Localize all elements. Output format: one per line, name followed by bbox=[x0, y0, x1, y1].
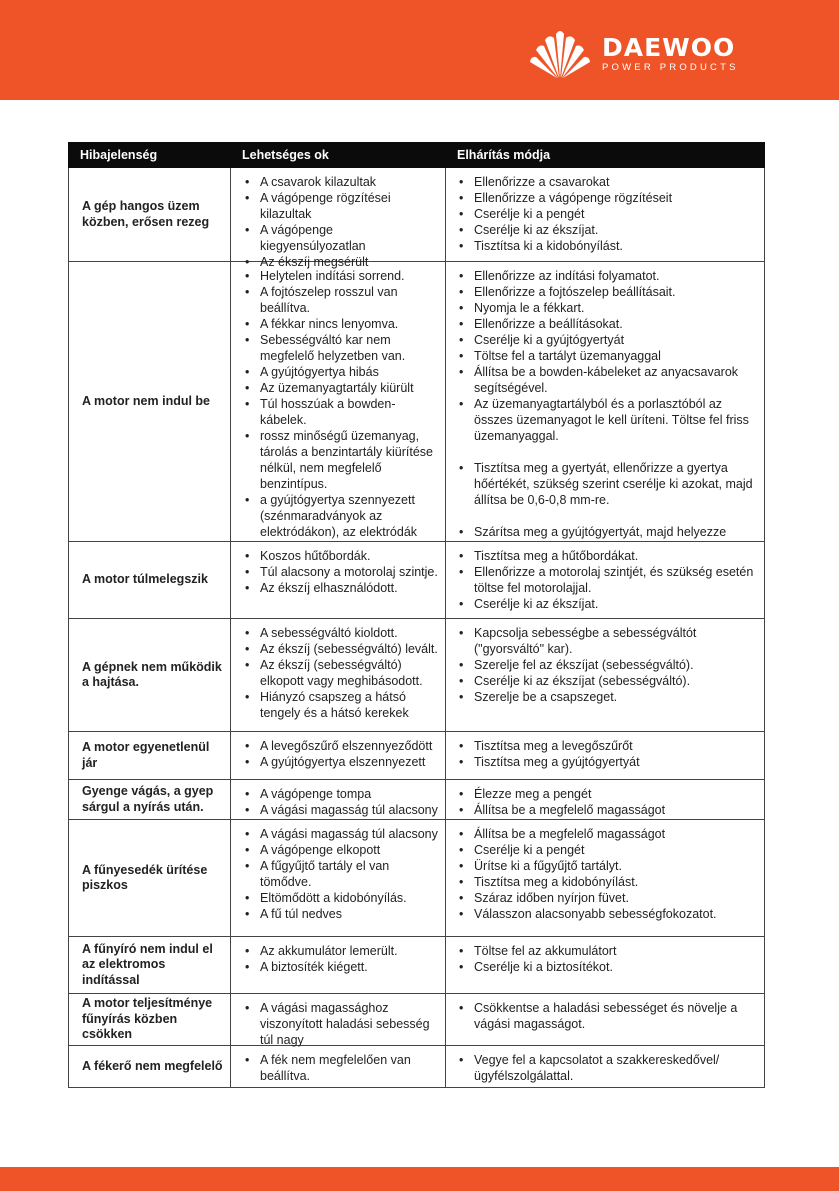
table-row bbox=[69, 619, 765, 732]
fix-list-wrapper bbox=[446, 619, 764, 730]
fix-list-wrapper bbox=[446, 1046, 764, 1086]
fix-item: • Cserélje ki a biztosítékot. bbox=[446, 959, 764, 975]
cause-cell bbox=[231, 1046, 446, 1088]
cause-list-wrapper bbox=[231, 542, 445, 617]
fix-item: • Tisztítsa meg a hűtőbordákat. bbox=[446, 548, 764, 564]
table-row bbox=[69, 994, 765, 1046]
symptom-cell: A gép hangos üzem közben, erősen rezeg bbox=[69, 168, 231, 262]
cause-item: • Koszos hűtőbordák. bbox=[231, 548, 445, 564]
fix-list bbox=[446, 262, 764, 540]
fix-item: • Szerelje be a csapszeget. bbox=[446, 689, 764, 705]
footer-band bbox=[0, 1167, 839, 1191]
cause-list bbox=[231, 168, 445, 270]
header-cause: Lehetséges ok bbox=[231, 143, 446, 168]
cause-list-wrapper bbox=[231, 994, 445, 1047]
cause-item: • Az akkumulátor lemerült. bbox=[231, 943, 445, 959]
fix-item: • Kapcsolja sebességbe a sebességváltót ("gyorsváltó" kar). bbox=[446, 625, 764, 657]
cause-item: • Hiányzó csapszeg a hátsó tengely és a hátsó kerekek bbox=[231, 689, 445, 721]
fix-list bbox=[446, 820, 764, 922]
fix-cell bbox=[446, 937, 765, 994]
fix-list bbox=[446, 994, 764, 1032]
cause-item: • A vágópenge kiegyensúlyozatlan bbox=[231, 222, 445, 254]
table-header-row bbox=[69, 143, 765, 168]
cause-list bbox=[231, 732, 445, 770]
fix-item: • Cserélje ki a gyújtógyertyát bbox=[446, 332, 764, 348]
cause-list bbox=[231, 994, 445, 1048]
fix-list bbox=[446, 168, 764, 254]
fix-item: • Ellenőrizze az indítási folyamatot. bbox=[446, 268, 764, 284]
fix-cell bbox=[446, 168, 765, 262]
cause-item: • Az ékszíj megsérült bbox=[231, 254, 445, 270]
fix-item: • Cserélje ki az ékszíjat. bbox=[446, 222, 764, 238]
fix-item: • Állítsa be a megfelelő magasságot bbox=[446, 802, 764, 818]
symptom-cell: A motor túlmelegszik bbox=[69, 542, 231, 619]
table-body bbox=[69, 168, 765, 1088]
symptom-cell: A motor teljesítménye fűnyírás közben csökken bbox=[69, 994, 231, 1046]
fix-item: • Cserélje ki a pengét bbox=[446, 206, 764, 222]
cause-list-wrapper bbox=[231, 937, 445, 992]
cause-item: • A fűgyűjtő tartály el van tömődve. bbox=[231, 858, 445, 890]
cause-item: • A biztosíték kiégett. bbox=[231, 959, 445, 975]
fix-list bbox=[446, 619, 764, 705]
fix-list bbox=[446, 1046, 764, 1084]
fix-list-wrapper bbox=[446, 542, 764, 617]
cause-item: • Túl alacsony a motorolaj szintje. bbox=[231, 564, 445, 580]
table-row bbox=[69, 937, 765, 994]
fix-list bbox=[446, 780, 764, 818]
fix-list-wrapper bbox=[446, 168, 764, 260]
fix-item: • Ellenőrizze a csavarokat bbox=[446, 174, 764, 190]
fix-item: • Tisztítsa meg a levegőszűrőt bbox=[446, 738, 764, 754]
fix-item: • Az üzemanyagtartályból és a porlasztóból az összes üzemanyagot le kell üríteni. Töltse fel friss üzemanyaggal. bbox=[446, 396, 764, 444]
fix-item: • Töltse fel az akkumulátort bbox=[446, 943, 764, 959]
table-row bbox=[69, 262, 765, 542]
cause-item: • Az ékszíj (sebességváltó) levált. bbox=[231, 641, 445, 657]
cause-cell bbox=[231, 262, 446, 542]
cause-item: • A csavarok kilazultak bbox=[231, 174, 445, 190]
cause-list bbox=[231, 542, 445, 596]
fix-item: • Szárítsa meg a gyújtógyertyát, majd helyezze bbox=[446, 524, 764, 540]
fix-list bbox=[446, 732, 764, 770]
fix-item: • Válasszon alacsonyabb sebességfokozatot. bbox=[446, 906, 764, 922]
cause-cell bbox=[231, 780, 446, 820]
cause-item: • rossz minőségű üzemanyag, tárolás a benzintartály kiürítése nélkül, nem megfelelő benzintípus. bbox=[231, 428, 445, 492]
fix-item: • Tisztítsa meg a kidobónyílást. bbox=[446, 874, 764, 890]
cause-item: • Az ékszíj elhasználódott. bbox=[231, 580, 445, 596]
cause-cell bbox=[231, 168, 446, 269]
cause-list-wrapper bbox=[231, 820, 445, 935]
symptom-cell: A fűnyíró nem indul el az elektromos indítással bbox=[69, 937, 231, 994]
table-row bbox=[69, 732, 765, 780]
cause-item: • Helytelen indítási sorrend. bbox=[231, 268, 445, 284]
fix-item: • Cserélje ki a pengét bbox=[446, 842, 764, 858]
cause-item: • A fű túl nedves bbox=[231, 906, 445, 922]
cause-item: • A levegőszűrő elszennyeződött bbox=[231, 738, 445, 754]
fix-item: • Ellenőrizze a beállításokat. bbox=[446, 316, 764, 332]
fix-item: • Cserélje ki az ékszíjat (sebességváltó). bbox=[446, 673, 764, 689]
fix-list-wrapper bbox=[446, 820, 764, 935]
header-fix: Elhárítás módja bbox=[446, 143, 765, 168]
cause-item: • a gyújtógyertya szennyezett (szénmaradványok az elektródákon), az elektródák bbox=[231, 492, 445, 540]
fix-list-wrapper bbox=[446, 732, 764, 778]
cause-list-wrapper bbox=[231, 168, 445, 269]
fix-list bbox=[446, 937, 764, 975]
cause-item: • Az ékszíj (sebességváltó) elkopott vagy meghibásodott. bbox=[231, 657, 445, 689]
fix-item: • Ellenőrizze a motorolaj szintjét, és szükség esetén töltse fel motorolajjal. bbox=[446, 564, 764, 596]
fix-item: • Ürítse ki a fűgyűjtő tartályt. bbox=[446, 858, 764, 874]
cause-list-wrapper bbox=[231, 780, 445, 818]
cause-cell bbox=[231, 619, 446, 732]
fix-item: • Állítsa be a megfelelő magasságot bbox=[446, 826, 764, 842]
cause-list bbox=[231, 937, 445, 975]
cause-list-wrapper bbox=[231, 619, 445, 730]
cause-item: • A vágási magasság túl alacsony bbox=[231, 802, 445, 818]
cause-list-wrapper bbox=[231, 1046, 445, 1086]
symptom-cell: A gépnek nem működik a hajtása. bbox=[69, 619, 231, 732]
fix-cell bbox=[446, 732, 765, 780]
fix-cell bbox=[446, 619, 765, 732]
cause-item: • A vágópenge elkopott bbox=[231, 842, 445, 858]
cause-item: • A gyújtógyertya hibás bbox=[231, 364, 445, 380]
cause-item: • A vágási magassághoz viszonyított haladási sebesség túl nagy bbox=[231, 1000, 445, 1048]
fix-item: • Töltse fel a tartályt üzemanyaggal bbox=[446, 348, 764, 364]
fix-item: • Ellenőrizze a vágópenge rögzítéseit bbox=[446, 190, 764, 206]
fix-list-wrapper bbox=[446, 937, 764, 992]
cause-cell bbox=[231, 542, 446, 619]
header-symptom: Hibajelenség bbox=[69, 143, 231, 168]
fix-item: • Szerelje fel az ékszíjat (sebességváltó). bbox=[446, 657, 764, 673]
cause-item: • A gyújtógyertya elszennyezett bbox=[231, 754, 445, 770]
brand-tagline: POWER PRODUCTS bbox=[602, 61, 739, 73]
fix-item: • Vegye fel a kapcsolatot a szakkereskedővel/ügyfélszolgálattal. bbox=[446, 1052, 764, 1084]
cause-item: • A vágópenge rögzítései kilazultak bbox=[231, 190, 445, 222]
symptom-cell: Gyenge vágás, a gyep sárgul a nyírás után. bbox=[69, 780, 231, 820]
fix-item: • Nyomja le a fékkart. bbox=[446, 300, 764, 316]
cause-item: • Az üzemanyagtartály kiürült bbox=[231, 380, 445, 396]
cause-item: • Eltömődött a kidobónyílás. bbox=[231, 890, 445, 906]
fix-item: • Cserélje ki az ékszíjat. bbox=[446, 596, 764, 612]
fix-cell bbox=[446, 262, 765, 542]
cause-item: • A fékkar nincs lenyomva. bbox=[231, 316, 445, 332]
cause-list bbox=[231, 780, 445, 818]
symptom-cell: A motor egyenetlenül jár bbox=[69, 732, 231, 780]
fix-cell bbox=[446, 780, 765, 820]
fix-list-wrapper bbox=[446, 994, 764, 1044]
table-row bbox=[69, 1046, 765, 1088]
cause-item: • A sebességváltó kioldott. bbox=[231, 625, 445, 641]
cause-item: • A vágási magasság túl alacsony bbox=[231, 826, 445, 842]
fix-item: • Tisztítsa meg a gyújtógyertyát bbox=[446, 754, 764, 770]
fix-item: • Tisztítsa ki a kidobónyílást. bbox=[446, 238, 764, 254]
symptom-cell: A fűnyesedék ürítése piszkos bbox=[69, 820, 231, 937]
cause-list-wrapper bbox=[231, 732, 445, 778]
fix-item: • Tisztítsa meg a gyertyát, ellenőrizze a gyertya hőértékét, szükség szerint cserélje ki azokat, majd állítsa be 0,6-0,8 mm-re. bbox=[446, 460, 764, 508]
cause-item: • A vágópenge tompa bbox=[231, 786, 445, 802]
fix-cell bbox=[446, 994, 765, 1046]
table-row bbox=[69, 542, 765, 619]
fix-list bbox=[446, 542, 764, 612]
cause-cell bbox=[231, 732, 446, 780]
cause-list-wrapper bbox=[231, 262, 445, 540]
cause-item: • A fojtószelep rosszul van beállítva. bbox=[231, 284, 445, 316]
table-row bbox=[69, 820, 765, 937]
table-row bbox=[69, 168, 765, 262]
cause-cell bbox=[231, 937, 446, 994]
cause-list bbox=[231, 1046, 445, 1084]
brand-name: DAEWOO bbox=[602, 32, 736, 62]
symptom-cell: A fékerő nem megfelelő bbox=[69, 1046, 231, 1088]
symptom-cell: A motor nem indul be bbox=[69, 262, 231, 542]
troubleshooting-table bbox=[68, 142, 765, 1088]
fix-cell bbox=[446, 542, 765, 619]
cause-list bbox=[231, 262, 445, 540]
fix-item: • Ellenőrizze a fojtószelep beállításait. bbox=[446, 284, 764, 300]
cause-item: • Túl hosszúak a bowden-kábelek. bbox=[231, 396, 445, 428]
fix-list-wrapper bbox=[446, 262, 764, 540]
fix-list-wrapper bbox=[446, 780, 764, 818]
cause-item: • Sebességváltó kar nem megfelelő helyzetben van. bbox=[231, 332, 445, 364]
fix-item: • Állítsa be a bowden-kábeleket az anyacsavarok segítségével. bbox=[446, 364, 764, 396]
cause-cell bbox=[231, 820, 446, 937]
fix-item: • Csökkentse a haladási sebességet és növelje a vágási magasságot. bbox=[446, 1000, 764, 1032]
cause-list bbox=[231, 619, 445, 721]
fix-item: • Élezze meg a pengét bbox=[446, 786, 764, 802]
cause-list bbox=[231, 820, 445, 922]
daewoo-logo bbox=[528, 28, 739, 80]
fix-cell bbox=[446, 820, 765, 937]
fix-item: • Száraz időben nyírjon füvet. bbox=[446, 890, 764, 906]
daewoo-fan-icon bbox=[528, 28, 592, 80]
fix-cell bbox=[446, 1046, 765, 1088]
cause-cell bbox=[231, 994, 446, 1046]
cause-item: • A fék nem megfelelően van beállítva. bbox=[231, 1052, 445, 1084]
table-row bbox=[69, 780, 765, 820]
